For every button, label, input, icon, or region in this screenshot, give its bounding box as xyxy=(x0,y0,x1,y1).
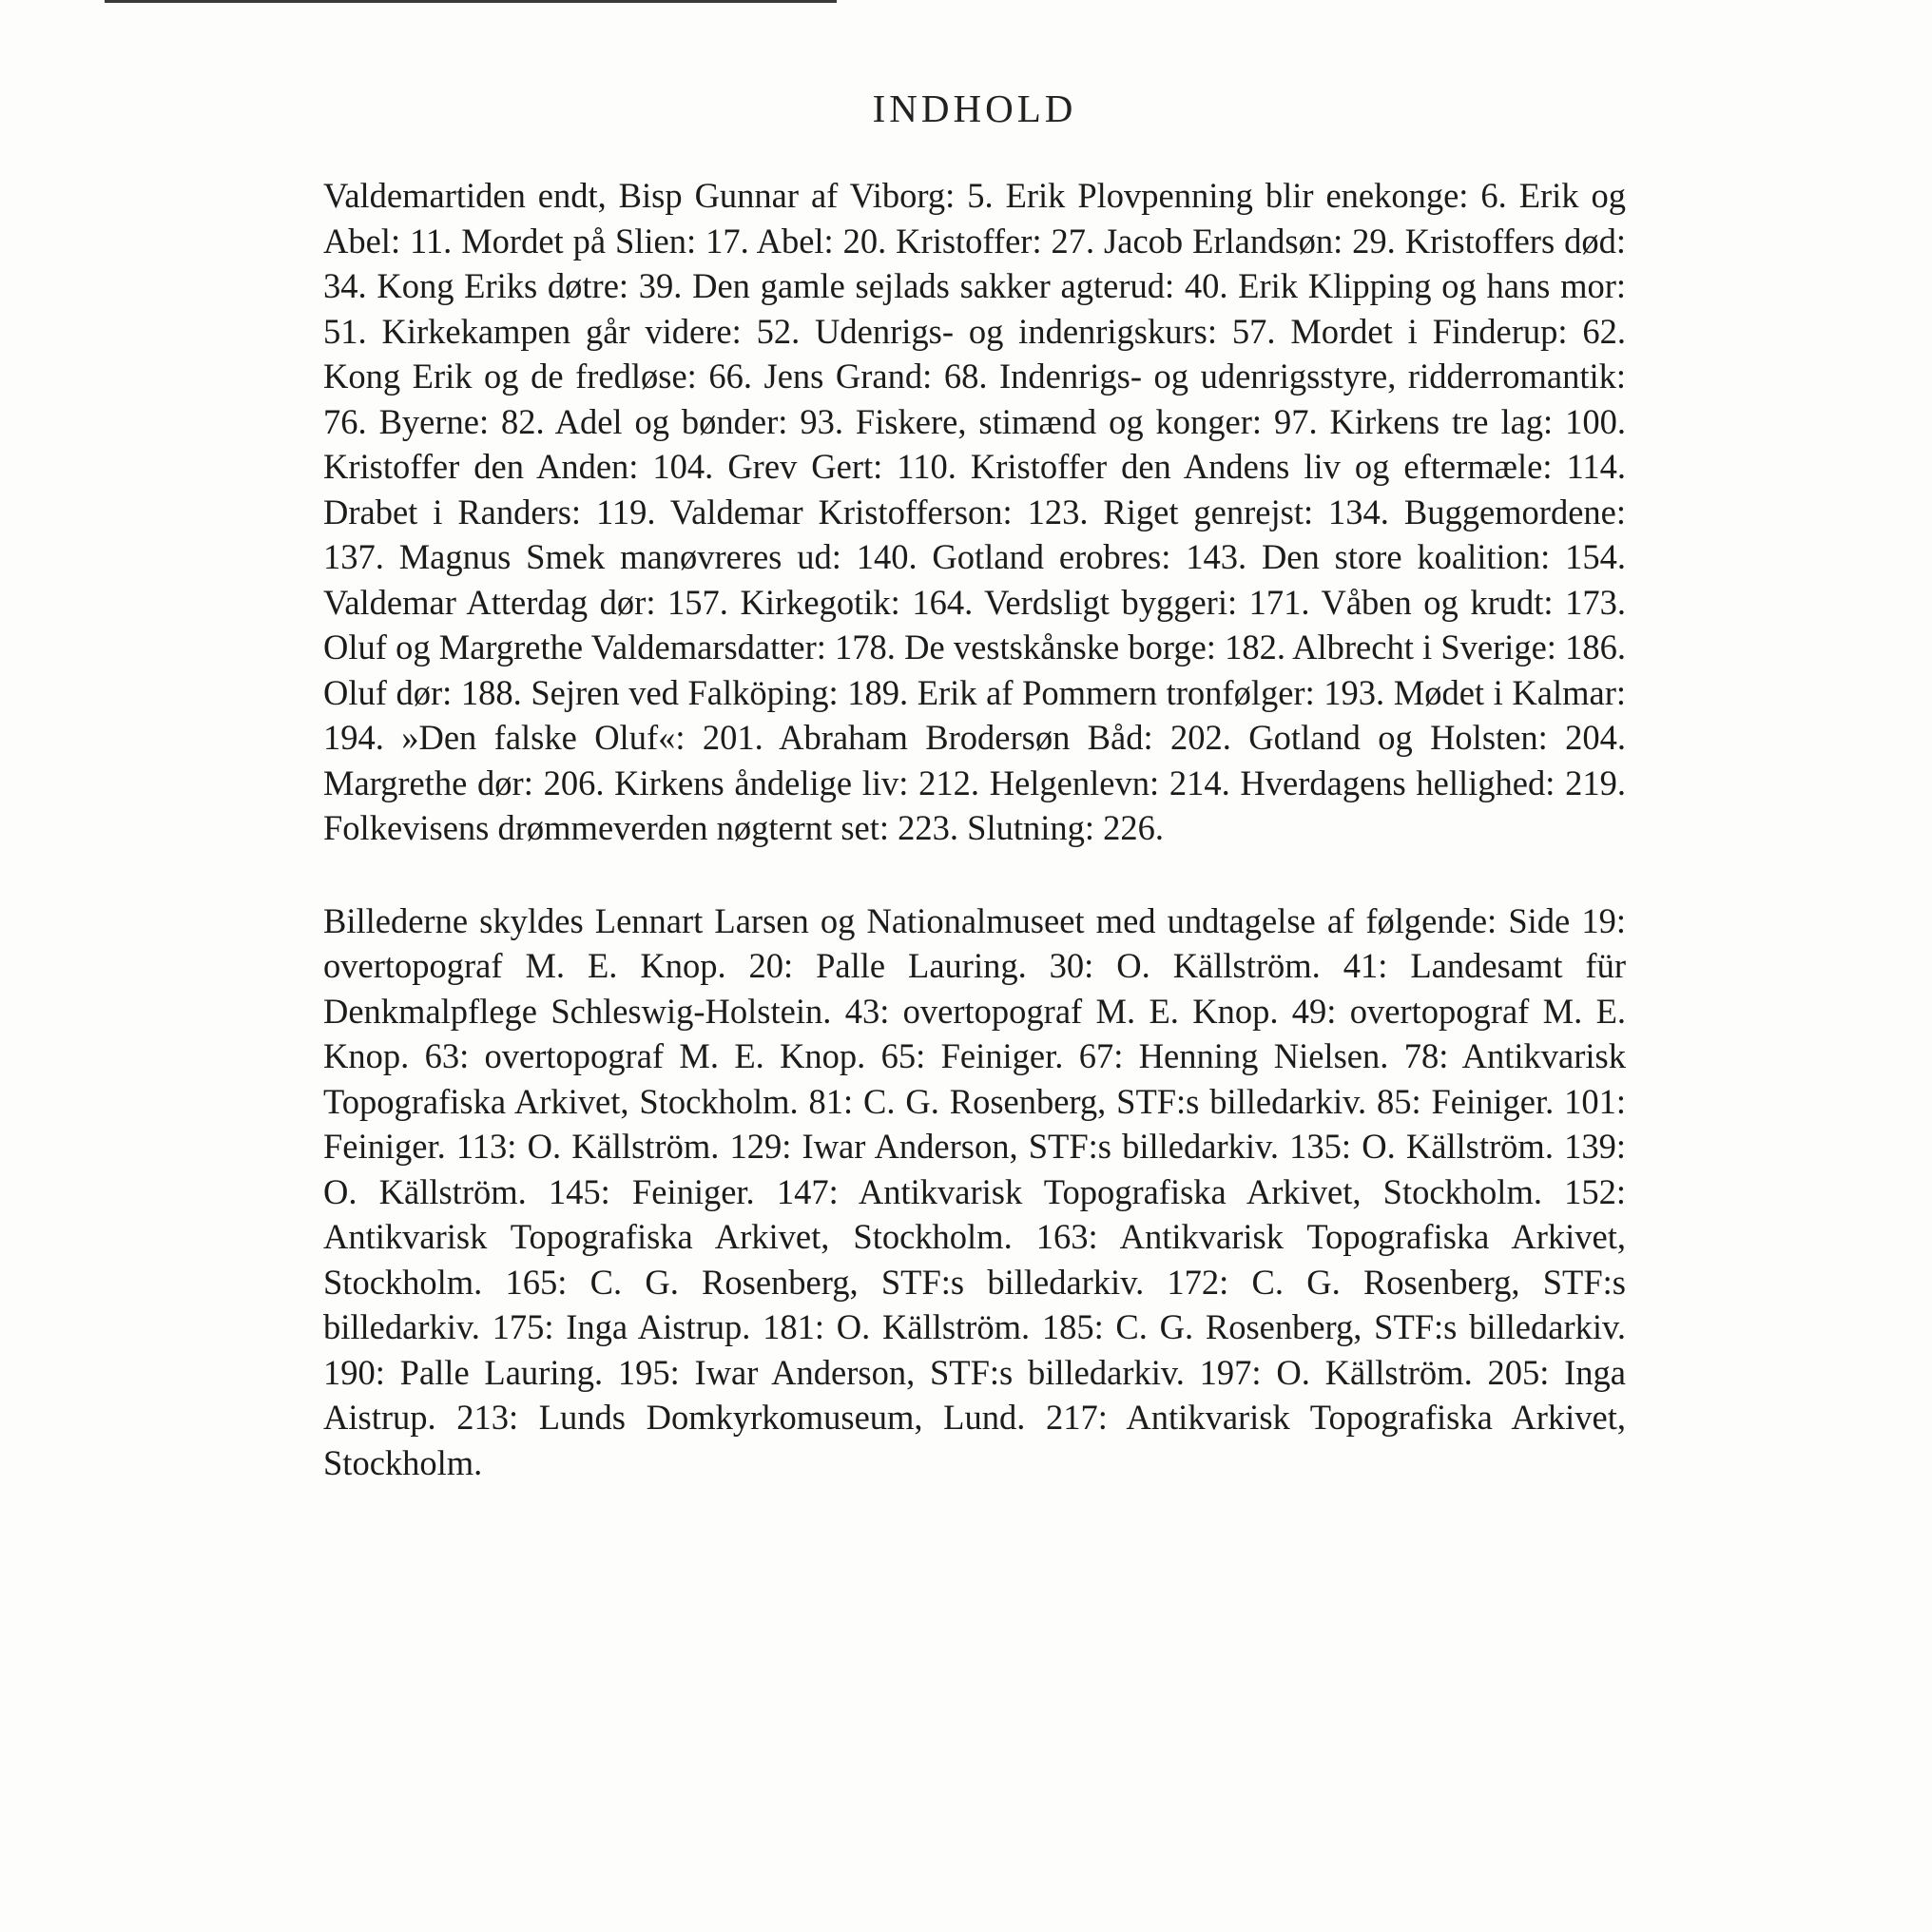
page-content xyxy=(323,86,1626,1485)
picture-credits: Billederne skyldes Lennart Larsen og Nationalmuseet med undtagelse af følgende: Side 19: overtopograf M. E. Knop. 20: Palle Lauring. 30: O. Källström. 41: Landesamt für Denkmalpflege Schleswig-Holstein. 43: overtopograf M. E. Knop. 49: overtopograf M. E. Knop. 63: overtopograf M. E. Knop. 65: Feiniger. 67: Henning Nielsen. 78: Antikvarisk Topografiska Arkivet, Stockholm. 81: C. G. Rosenberg, STF:s billedarkiv. 85: Feiniger. 101: Feiniger. 113: O. Källström. 129: Iwar Anderson, STF:s billedarkiv. 135: O. Källström. 139: O. Källström. 145: Feiniger. 147: Antikvarisk Topografiska Arkivet, Stockholm. 152: Antikvarisk Topografiska Arkivet, Stockholm. 163: Antikvarisk Topografiska Arkivet, Stockholm. 165: C. G. Rosenberg, STF:s billedarkiv. 172: C. G. Rosenberg, STF:s billedarkiv. 175: Inga Aistrup. 181: O. Källström. 185: C. G. Rosenberg, STF:s billedarkiv. 190: Palle Lauring. 195: Iwar Anderson, STF:s billedarkiv. 197: O. Källström. 205: Inga Aistrup. 213: Lunds Domkyrkomuseum, Lund. 217: Antikvarisk Topografiska Arkivet, Stockholm. xyxy=(323,900,1626,1482)
page-title: INDHOLD xyxy=(872,87,1077,130)
table-of-contents: Valdemartiden endt, Bisp Gunnar af Viborg: 5. Erik Plovpenning blir enekonge: 6. Erik og Abel: 11. Mordet på Slien: 17. Abel: 20. Kristoffer: 27. Jacob Erlandsøn: 29. Kristoffers død: 34. Kong Eriks døtre: 39. Den gamle sejlads sakker agterud: 40. Erik Klipping og hans mor: 51. Kirkekampen går videre: 52. Udenrigs- og indenrigskurs: 57. Mordet i Finderup: 62. Kong Erik og de fredløse: 66. Jens Grand: 68. Indenrigs- og udenrigsstyre, ridderromantik: 76. Byerne: 82. Adel og bønder: 93. Fiskere, stimænd og konger: 97. Kirkens tre lag: 100. Kristoffer den Anden: 104. Grev Gert: 110. Kristoffer den Andens liv og eftermæle: 114. Drabet i Randers: 119. Valdemar Kristofferson: 123. Riget genrejst: 134. Buggemordene: 137. Magnus Smek manøvreres ud: 140. Gotland erobres: 143. Den store koalition: 154. Valdemar Atterdag dør: 157. Kirkegotik: 164. Verdsligt byggeri: 171. Våben og krudt: 173. Oluf og Margrethe Valdemarsdatter: 178. De vestskånske borge: 182. Albrecht i Sverige: 186. Oluf dør: 188. Sejren ved Falköping: 189. Erik af Pommern tronfølger: 193. Mødet i Kalmar: 194. »Den falske Oluf«: 201. Abraham Brodersøn Båd: 202. Gotland og Holsten: 204. Margrethe dør: 206. Kirkens åndelige liv: 212. Helgenlevn: 214. Hverdagens hellighed: 219. Folkevisens drømmeverden nøgternt set: 223. Slutning: 226. xyxy=(323,176,1626,847)
top-edge-rule xyxy=(105,0,837,3)
